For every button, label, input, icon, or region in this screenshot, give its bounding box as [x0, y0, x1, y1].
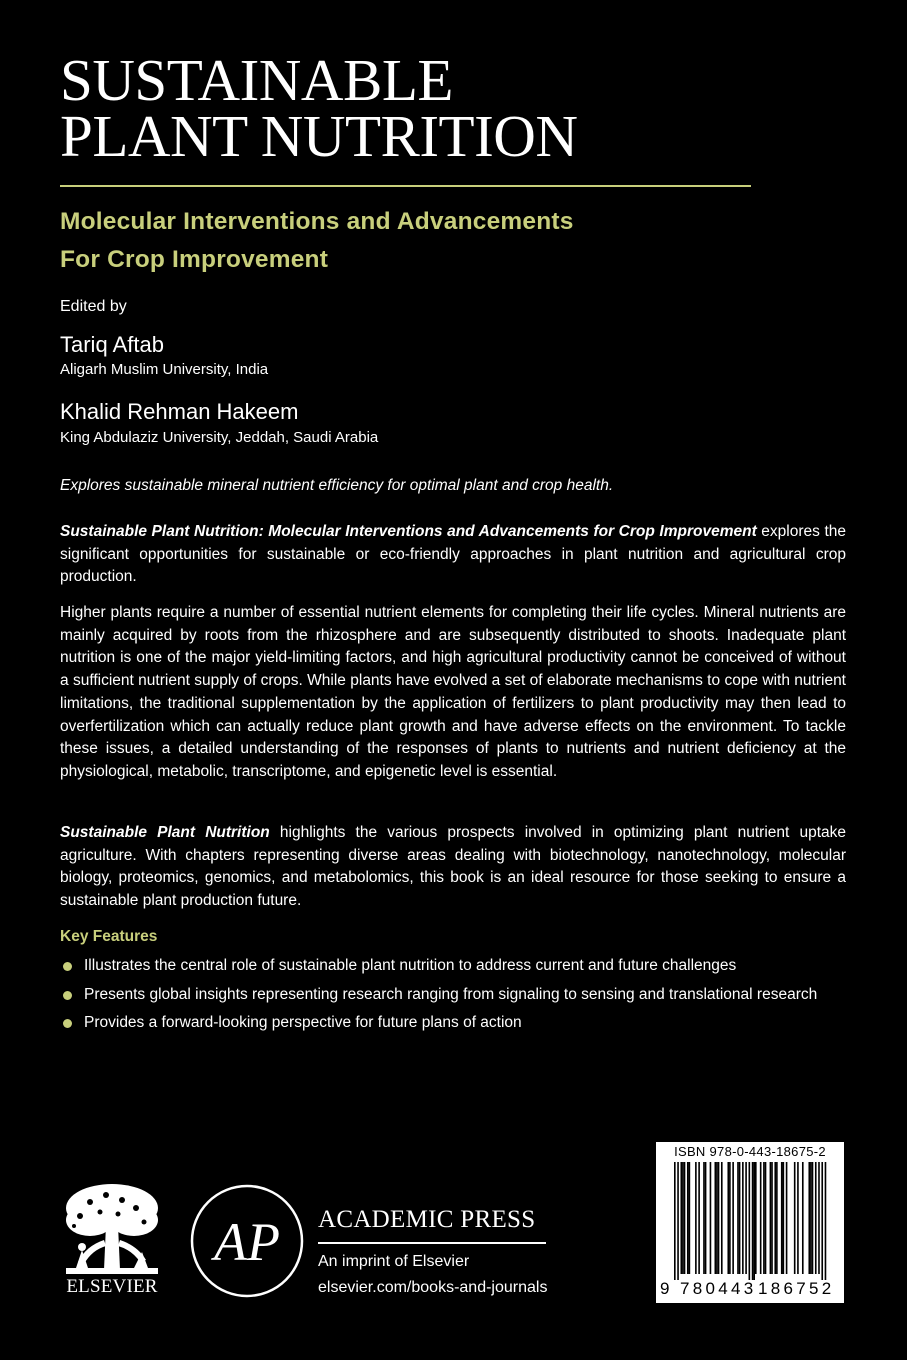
- barcode-bar: [705, 1162, 707, 1274]
- editor-2-name: Khalid Rehman Hakeem: [60, 399, 299, 424]
- barcode-bar: [680, 1162, 682, 1274]
- barcode-bar: [776, 1162, 778, 1274]
- barcode-bars: [656, 1162, 844, 1280]
- academic-press-wordmark: ACADEMIC PRESS: [318, 1206, 536, 1233]
- barcode-bar: [783, 1162, 785, 1274]
- barcode-bar: [755, 1162, 757, 1274]
- barcode-bar: [682, 1162, 684, 1274]
- ap-monogram-text: AP: [214, 1212, 280, 1272]
- elsevier-wordmark: ELSEVIER: [66, 1276, 158, 1297]
- barcode-right-group: 186752: [758, 1279, 835, 1298]
- barcode-bar: [808, 1162, 810, 1274]
- barcode-bar: [802, 1162, 804, 1274]
- barcode-bar: [821, 1162, 823, 1280]
- key-feature-item: [60, 984, 850, 1007]
- barcode-bar: [739, 1162, 741, 1274]
- editor-2-affiliation: King Abdulaziz University, Jeddah, Saudi Arabia: [60, 429, 379, 446]
- barcode-bar: [677, 1162, 679, 1280]
- isbn-barcode: [656, 1142, 844, 1303]
- description-paragraph-3: [60, 822, 846, 913]
- book-subtitle-line-1: Molecular Interventions and Advancements: [60, 208, 574, 235]
- barcode-bar: [794, 1162, 796, 1274]
- barcode-bar: [797, 1162, 799, 1274]
- title-divider: [60, 185, 751, 187]
- barcode-bar: [774, 1162, 776, 1274]
- barcode-bar: [770, 1162, 772, 1274]
- barcode-bar: [760, 1162, 762, 1274]
- barcode-bar: [752, 1162, 754, 1280]
- key-features-list: [60, 955, 850, 1041]
- key-feature-item: [60, 955, 850, 978]
- barcode-bar: [684, 1162, 686, 1274]
- key-feature-text: Provides a forward-looking perspective for future plans of action: [84, 1014, 522, 1031]
- barcode-bar: [765, 1162, 767, 1274]
- barcode-bar: [716, 1162, 718, 1274]
- barcode-bar: [687, 1162, 689, 1274]
- barcode-bar: [674, 1162, 676, 1280]
- description-paragraph-1: [60, 521, 846, 589]
- description-paragraph-2: Higher plants require a number of essential nutrient elements for completing their life cycles. Mineral nutrients are mainly acquired by roots from the rhizosphere and are subsequently distributed to shoots. Inadequate plant nutrition is one of the major yield-limiting factors, and high agricultural productivity cannot be conceived of without a sufficient nutrient supply of crops. While plants have evolved a set of elaborate mechanisms to cope with nutrient limitations, the traditional supplementation by the application of fertilizers to plant productivity may then lead to overfertilization which can actually reduce plant growth and have adverse effects on the environment. To tackle these issues, a detailed understanding of the responses of plants to nutrients and nutrient deficiency at the physiological, metabolic, transcriptome, and epigenetic level is essential.: [60, 604, 846, 780]
- barcode-bar: [689, 1162, 691, 1274]
- book-subtitle-line-2: For Crop Improvement: [60, 246, 329, 273]
- barcode-bar: [786, 1162, 788, 1274]
- barcode-bar: [763, 1162, 765, 1274]
- key-feature-text: Presents global insights representing research ranging from signaling to sensing and translational research: [84, 985, 818, 1003]
- book-title-line-1: SUSTAINABLE: [60, 47, 453, 113]
- barcode-bar: [729, 1162, 731, 1274]
- barcode-bar: [771, 1162, 773, 1274]
- barcode-bar: [737, 1162, 739, 1274]
- barcode-bar: [745, 1162, 747, 1274]
- barcode-bar: [703, 1162, 705, 1274]
- barcode-bar: [732, 1162, 734, 1274]
- book-title: [60, 47, 780, 169]
- barcode-bar: [742, 1162, 744, 1274]
- description-3-body: highlights the various prospects involved in optimizing plant nutrient uptake agriculture. With chapters representing diverse areas dealing with biotechnology, nanotechnology, molecular biology, proteomics, genomics, and metabolomics, this book is an ideal resource for those seeking to ensure a sustainable plant production future.: [60, 824, 847, 910]
- bullet-icon: [63, 962, 72, 971]
- barcode-bar: [753, 1162, 755, 1280]
- barcode-first-digit: 9: [660, 1279, 670, 1298]
- editor-1-affiliation: Aligarh Muslim University, India: [60, 361, 269, 378]
- isbn-label: ISBN 978-0-443-18675-2: [674, 1144, 826, 1159]
- description-3-book-title: Sustainable Plant Nutrition: [60, 824, 270, 841]
- barcode-bar: [818, 1162, 820, 1274]
- barcode-bar: [815, 1162, 817, 1274]
- press-divider: [318, 1242, 546, 1244]
- barcode-bar: [727, 1162, 729, 1274]
- key-feature-item: [60, 1012, 850, 1035]
- barcode-bar: [718, 1162, 720, 1274]
- key-features-heading: Key Features: [60, 928, 158, 945]
- description-1-body: explores the significant opportunities for sustainable or eco-friendly approaches in plant nutrition and agricultural crop production.: [60, 523, 847, 586]
- imprint-text: An imprint of Elsevier: [318, 1253, 470, 1270]
- barcode-bar: [781, 1162, 783, 1274]
- barcode-bar: [698, 1162, 700, 1274]
- barcode-bar: [721, 1162, 723, 1274]
- barcode-bar: [695, 1162, 697, 1274]
- edited-by-label: Edited by: [60, 298, 127, 315]
- barcode-bar: [710, 1162, 712, 1274]
- barcode-bar: [749, 1162, 751, 1280]
- editor-1-name: Tariq Aftab: [60, 332, 164, 357]
- tagline: Explores sustainable mineral nutrient efficiency for optimal plant and crop health.: [60, 477, 614, 494]
- book-title-line-2: PLANT NUTRITION: [60, 103, 578, 169]
- description-1-book-title: Sustainable Plant Nutrition: Molecular Interventions and Advancements for Crop Improvement: [60, 523, 757, 540]
- barcode-left-group: 780443: [680, 1279, 757, 1298]
- academic-press-ap-logo-icon: [189, 1183, 305, 1299]
- barcode-bar: [810, 1162, 812, 1274]
- bullet-icon: [63, 1019, 72, 1028]
- publisher-url: elsevier.com/books-and-journals: [318, 1279, 548, 1296]
- bullet-icon: [63, 991, 72, 1000]
- key-feature-text: Illustrates the central role of sustainable plant nutrition to address current and future challenges: [84, 957, 737, 974]
- barcode-bar: [812, 1162, 814, 1274]
- book-subtitle: [60, 203, 574, 279]
- barcode-bar: [715, 1162, 717, 1274]
- barcode-bar: [825, 1162, 827, 1280]
